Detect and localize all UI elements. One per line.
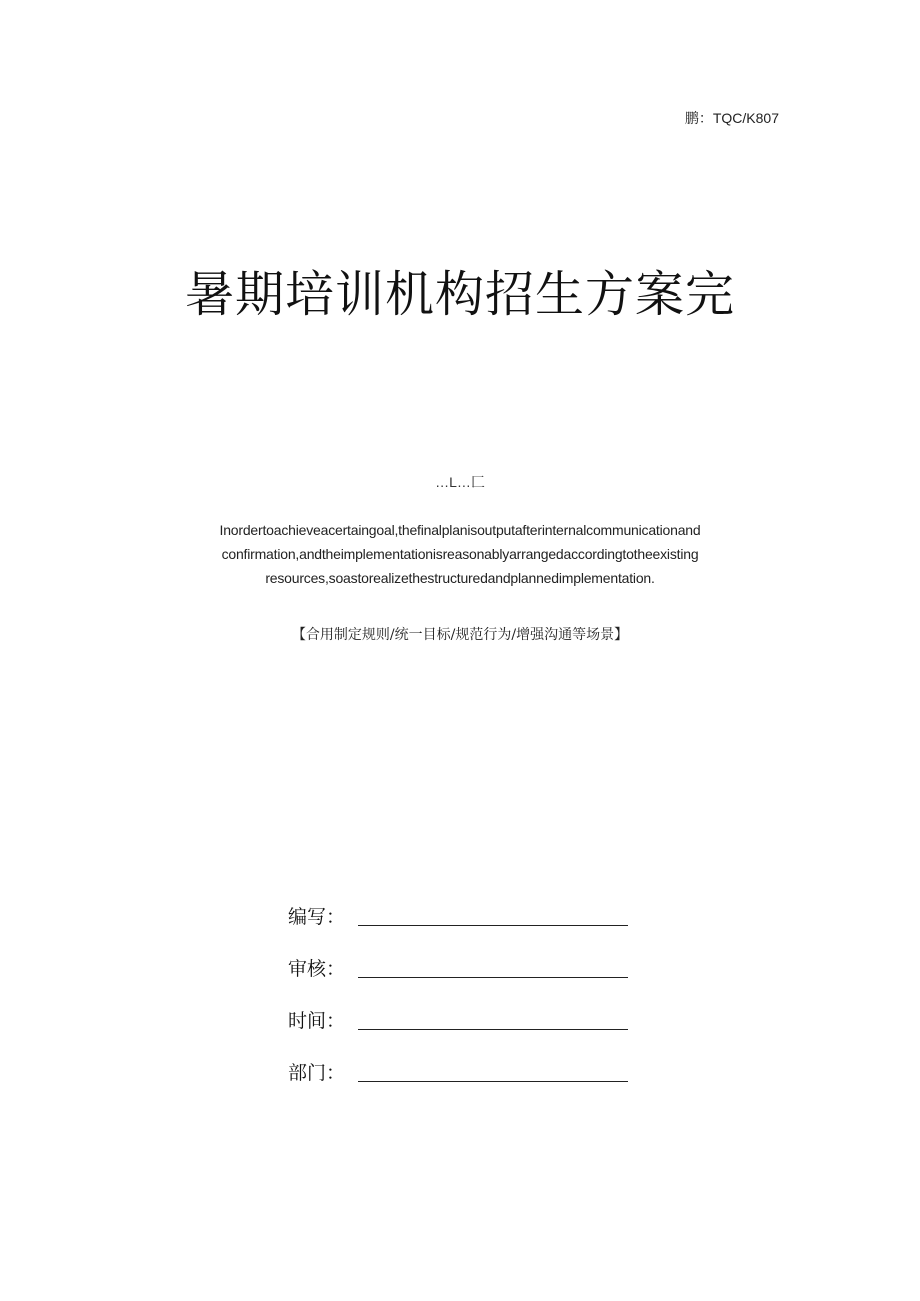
author-field-line[interactable] bbox=[358, 925, 628, 926]
field-label: 编写： bbox=[288, 906, 346, 928]
date-field-line[interactable] bbox=[358, 1029, 628, 1030]
field-label: 审核： bbox=[288, 958, 346, 980]
field-label: 部门： bbox=[288, 1062, 346, 1084]
decorative-mark: …L…匚 bbox=[435, 474, 485, 490]
intro-line: confirmation,andtheimplementationisreasonablyarrangedaccordingtotheexisting bbox=[221, 546, 699, 562]
intro-line: Inordertoachieveacertaingoal,thefinalplanisoutputafterinternalcommunicationand bbox=[219, 522, 701, 538]
field-row-date bbox=[288, 986, 628, 1038]
review-field-line[interactable] bbox=[358, 977, 628, 978]
document-code: 鹏：TQC/K807 bbox=[684, 110, 779, 126]
department-field-line[interactable] bbox=[358, 1081, 628, 1082]
document-title: 暑期培训机构招生方案完 bbox=[184, 266, 735, 323]
intro-paragraph bbox=[150, 518, 770, 590]
field-row-author bbox=[288, 882, 628, 934]
signature-fields bbox=[288, 882, 628, 1090]
field-row-department bbox=[288, 1038, 628, 1090]
field-label: 时间： bbox=[288, 1010, 346, 1032]
intro-line: resources,soastorealizethestructuredandplannedimplementation. bbox=[265, 570, 655, 586]
field-row-review bbox=[288, 934, 628, 986]
usage-scenario: 【合用制定规则/统一目标/规范行为/增强沟通等场景】 bbox=[291, 627, 629, 643]
